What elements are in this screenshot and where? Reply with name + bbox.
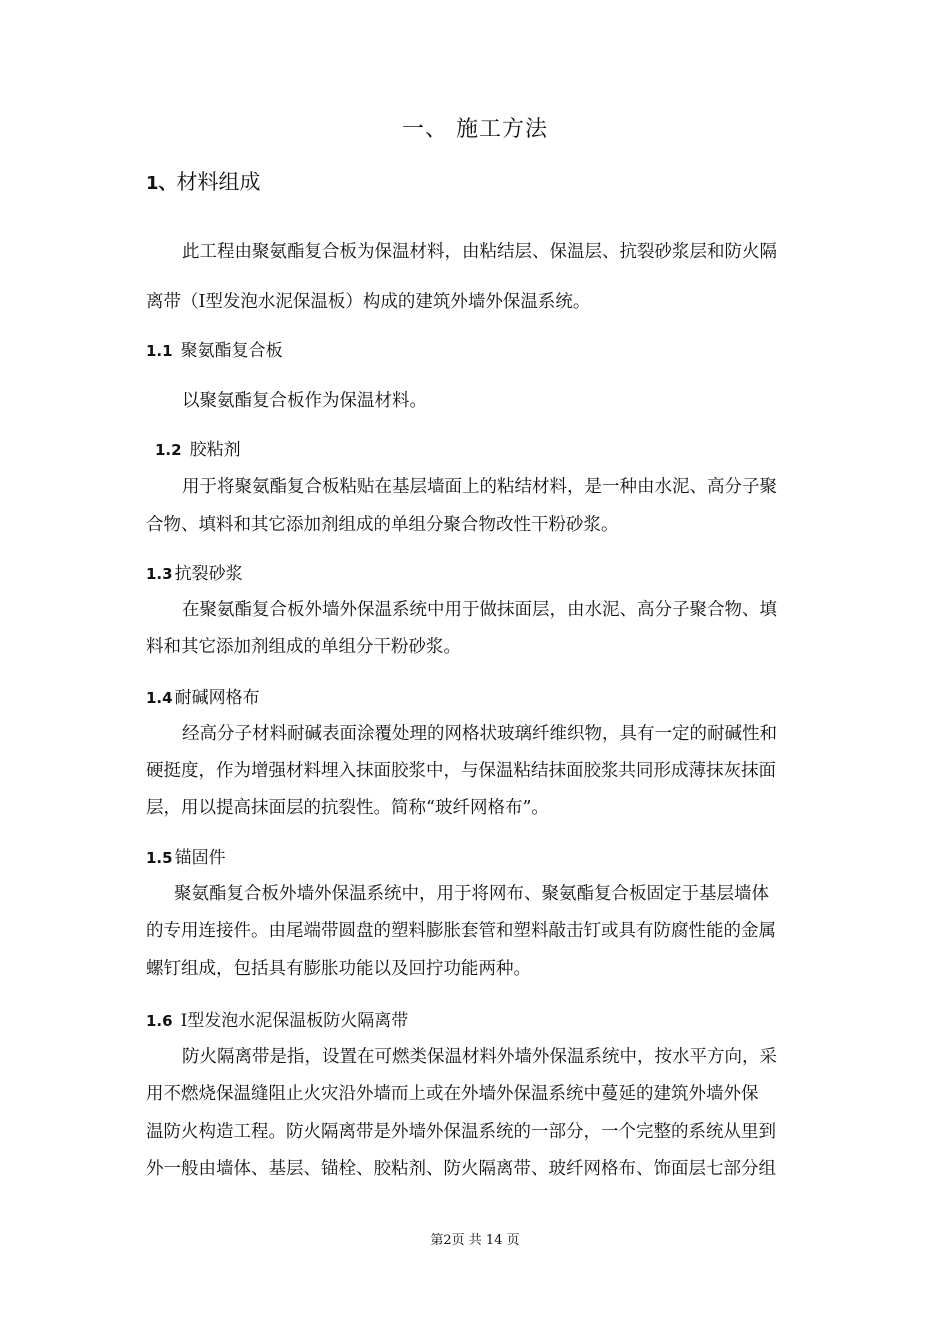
paragraph-line: 防火隔离带是指，设置在可燃类保温材料外墙外保温系统中，按水平方向，采 [182, 1047, 777, 1067]
subsection-title: Ⅰ型发泡水泥保温板防火隔离带 [180, 1011, 409, 1031]
subsection-heading-1-3 [146, 561, 243, 587]
paragraph-line: 螺钉组成，包括具有膨胀功能以及回拧功能两种。 [146, 959, 531, 979]
subsection-heading-1-1 [146, 338, 283, 364]
subsection-number: 1.1 [146, 342, 173, 360]
subsection-number: 1.2 [155, 441, 182, 459]
paragraph-line: 用不燃烧保温缝阻止火灾沿外墙而上或在外墙外保温系统中蔓延的建筑外墙外保 [146, 1084, 759, 1104]
paragraph-line: 料和其它添加剂组成的单组分干粉砂浆。 [146, 637, 461, 657]
paragraph-line: 用于将聚氨酯复合板粘贴在基层墙面上的粘结材料，是一种由水泥、高分子聚 [182, 477, 777, 497]
section-text: 材料组成 [176, 170, 261, 194]
subsection-number: 1.3 [146, 565, 173, 583]
subsection-title: 锚固件 [174, 848, 226, 868]
paragraph-line: 聚氨酯复合板外墙外保温系统中，用于将网布、聚氨酯复合板固定于基层墙体 [174, 884, 769, 904]
subsection-title: 耐碱网格布 [174, 688, 260, 708]
subsection-title: 抗裂砂浆 [174, 564, 243, 584]
subsection-heading-1-2 [155, 437, 241, 463]
subsection-title: 聚氨酯复合板 [180, 341, 283, 361]
subsection-number: 1.6 [146, 1012, 173, 1030]
paragraph-line: 在聚氨酯复合板外墙外保温系统中用于做抹面层，由水泥、高分子聚合物、填 [182, 600, 777, 620]
subsection-number: 1.5 [146, 849, 173, 867]
paragraph-line: 层，用以提高抹面层的抗裂性。简称“玻纤网格布”。 [146, 798, 549, 818]
section-heading [146, 166, 261, 200]
page-footer: 第2页 共 14 页 [430, 1233, 520, 1248]
paragraph-line: 温防火构造工程。防火隔离带是外墙外保温系统的一部分，一个完整的系统从里到 [146, 1122, 776, 1142]
subsection-title: 胶粘剂 [189, 440, 241, 460]
paragraph-line: 离带（Ⅰ型发泡水泥保温板）构成的建筑外墙外保温系统。 [146, 292, 591, 312]
subsection-heading-1-5 [146, 845, 226, 871]
section-number: 1、 [146, 173, 177, 194]
page-title: 一、 施工方法 [402, 117, 548, 142]
paragraph-line: 的专用连接件。由尾端带圆盘的塑料膨胀套管和塑料敲击钉或具有防腐性能的金属 [146, 921, 776, 941]
paragraph-line: 硬挺度，作为增强材料埋入抹面胶浆中，与保温粘结抹面胶浆共同形成薄抹灰抹面 [146, 761, 776, 781]
paragraph-line: 经高分子材料耐碱表面涂覆处理的网格状玻璃纤维织物，具有一定的耐碱性和 [182, 724, 777, 744]
paragraph-line: 合物、填料和其它添加剂组成的单组分聚合物改性干粉砂浆。 [146, 515, 619, 535]
paragraph-line: 以聚氨酯复合板作为保温材料。 [182, 391, 427, 411]
subsection-number: 1.4 [146, 689, 173, 707]
paragraph-line: 此工程由聚氨酯复合板为保温材料，由粘结层、保温层、抗裂砂浆层和防火隔 [182, 242, 777, 262]
subsection-heading-1-6 [146, 1008, 408, 1034]
subsection-heading-1-4 [146, 685, 260, 711]
paragraph-line: 外一般由墙体、基层、锚栓、胶粘剂、防火隔离带、玻纤网格布、饰面层七部分组 [146, 1159, 776, 1179]
